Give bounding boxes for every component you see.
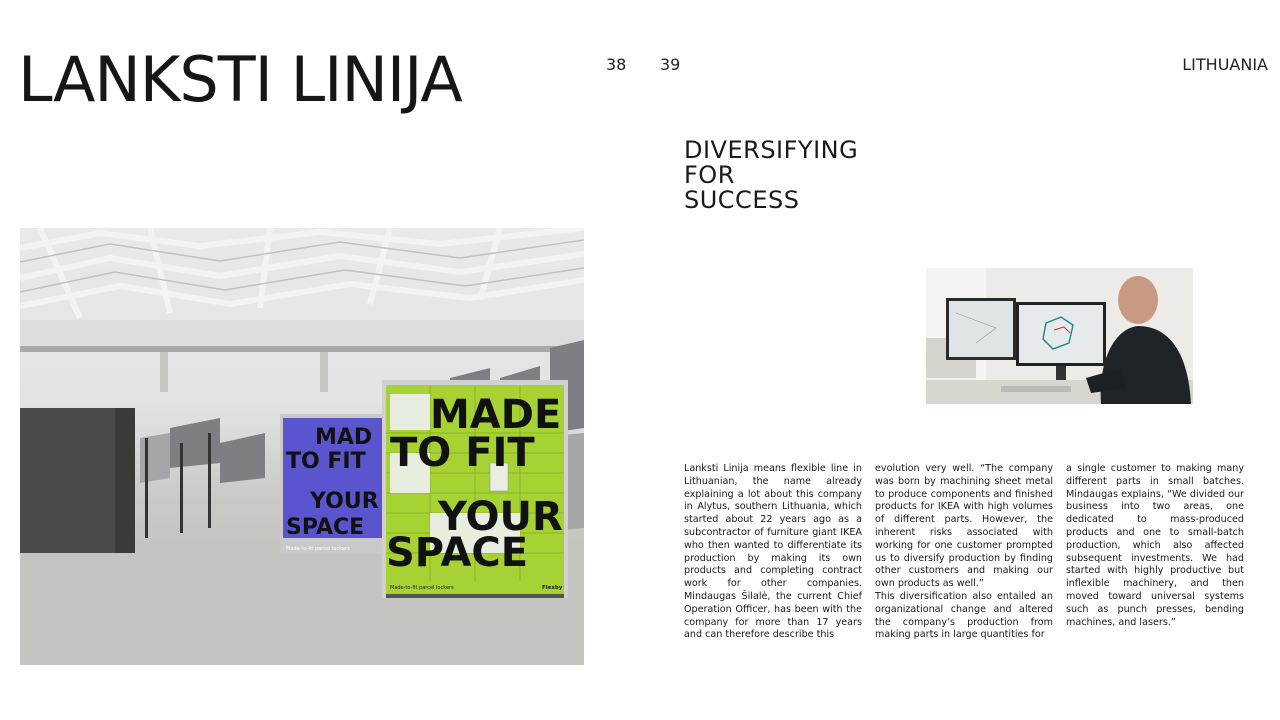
paragraph: This diversification also entailed an organizational change and altered the company’s production from making parts in large quantities for xyxy=(875,590,1053,641)
flexby-logo: Flexby xyxy=(542,585,563,591)
blue-locker-text: TO FIT xyxy=(286,449,366,474)
green-locker-text: MADE xyxy=(430,392,562,438)
headline-line: FOR xyxy=(684,161,735,189)
headline-line: DIVERSIFYING xyxy=(684,136,859,164)
country-label: LITHUANIA xyxy=(1182,55,1268,74)
blue-locker-text: MAD xyxy=(315,425,373,450)
paragraph: a single customer to making many different parts in small batches. Mindaugas explains, “We divided our business into two areas, one dedicated to mass-produced products and one to small-batch production, which also affected subsequent investments. We had started with highly productive but inflexible machinery, and then moved toward universal systems such as punch presses, bending machines, and lasers.” xyxy=(1066,463,1244,628)
text-column-2 xyxy=(875,463,1053,642)
green-locker-text: YOUR xyxy=(438,494,563,540)
green-locker-text: SPACE xyxy=(386,530,529,576)
page-number-left: 38 xyxy=(606,55,627,74)
person-head xyxy=(1118,276,1158,324)
article-headline xyxy=(684,138,858,213)
blue-locker-caption: Made-to-fit parcel lockers xyxy=(286,546,350,552)
hero-illustration xyxy=(20,228,584,665)
headline-line: SUCCESS xyxy=(684,186,800,214)
paragraph: Lanksti Linija means flexible line in Lithuanian, the name already explaining a lot about this company in Alytus, southern Lithuania, which started about 22 years ago as a subcontractor of furniture giant IKEA who then wanted to differentiate its production by making its own products and completing contract work for other companies. Mindaugas Šilalė, the current Chief Operation Officer, has been with the company for more than 17 years and can therefore describe this xyxy=(684,463,862,641)
workstation-illustration xyxy=(926,268,1193,404)
keyboard xyxy=(1001,386,1071,392)
green-locker-text: TO FIT xyxy=(390,430,535,476)
green-locker-caption: Made-to-fit parcel lockers xyxy=(390,585,454,591)
text-column-3 xyxy=(1066,463,1244,629)
blue-locker-text: SPACE xyxy=(286,515,365,540)
hero-photo-parcel-lockers xyxy=(20,228,584,665)
text-column-1 xyxy=(684,463,862,642)
paragraph: evolution very well. “The company was born by machining sheet metal to produce components and finished products for IKEA with high volumes of different parts. However, the inherent risks associated with working for one customer prompted us to diversify production by finding other customers and making our own products as well.” xyxy=(875,463,1053,590)
blue-locker-text: YOUR xyxy=(310,489,379,514)
company-title: LANKSTI LINIJA xyxy=(18,43,462,116)
page-number-right: 39 xyxy=(660,55,681,74)
photo-engineer-at-workstation xyxy=(926,268,1193,404)
